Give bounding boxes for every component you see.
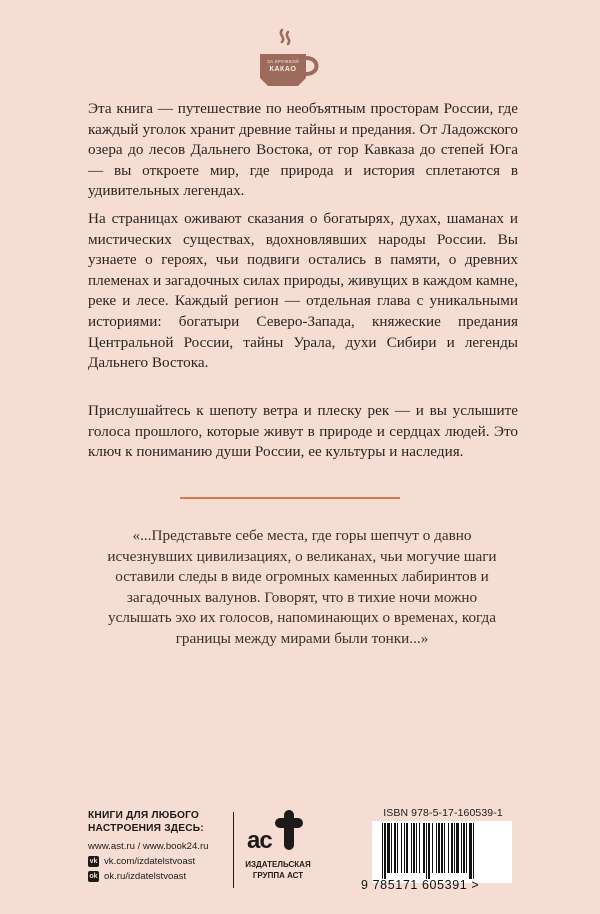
footer-title-line-2: НАСТРОЕНИЯ ЗДЕСЬ: xyxy=(88,823,204,834)
svg-text:ас: ас xyxy=(247,827,272,854)
barcode-bar xyxy=(382,823,383,879)
barcode-digits: 9 785171 605391 > xyxy=(361,878,480,892)
barcode-bar xyxy=(436,823,437,873)
barcode-bar xyxy=(423,823,425,873)
vk-link[interactable] xyxy=(88,854,228,869)
barcode xyxy=(372,821,512,883)
barcode-bar xyxy=(441,823,443,873)
barcode-bar xyxy=(391,823,392,873)
barcode-bar xyxy=(451,823,453,873)
cocoa-cup-icon xyxy=(258,28,324,88)
barcode-bar xyxy=(416,823,417,873)
barcode-bar xyxy=(456,823,459,873)
barcode-bar xyxy=(413,823,415,873)
publisher-caption-line-1: ИЗДАТЕЛЬСКАЯ xyxy=(245,860,311,869)
paragraph-2: На страницах оживают сказания о богатырях, духах, шаманах и мистических существах, вдохновлявших народы России. Вы узнаете о героях, чьи подвиги остались в памяти, о древних племенах и загадочных силах природы, живущих в каждом камне, реке и лесе. Каждый регион — отдельная глава с уникальными историями: богатыри Северо-Запада, княжеские предания Центральной России, тайны Урала, духи Сибири и легенды Дальнего Востока. xyxy=(88,210,518,372)
ok-text: ok.ru/izdatelstvoast xyxy=(104,871,187,882)
series-logo xyxy=(258,28,324,88)
barcode-bar xyxy=(411,823,412,873)
barcode-bar xyxy=(448,823,449,873)
footer-title-line-1: КНИГИ ДЛЯ ЛЮБОГО xyxy=(88,810,200,821)
ok-link[interactable] xyxy=(88,869,228,884)
barcode-bar xyxy=(419,823,420,873)
footer-separator xyxy=(233,812,234,888)
websites-text: www.ast.ru / www.book24.ru xyxy=(88,841,209,852)
barcode-bar xyxy=(473,823,474,879)
paragraph-3: Прислушайтесь к шепоту ветра и плеску рек — и вы услышите голоса прошлого, которые живут в природе и сердцах людей. Это ключ к пониманию души России, ее культуры и наследия. xyxy=(88,402,518,461)
publisher-caption xyxy=(240,860,316,881)
paragraph-1: Эта книга — путешествие по необъятным просторам России, где каждый уголок хранит древние тайны и предания. От Ладожского озера до лесов Дальнего Востока, от гор Кавказа до степей Юга — вы откроете мир, где природа и история сплетаются в удивительных легендах. xyxy=(88,100,518,200)
barcode-bars xyxy=(372,821,512,879)
quote-text: «...Представьте себе места, где горы шепчут о давно исчезнувших цивилизациях, о великанах, чьи могучие шаги оставили следы в виде огромных каменных лабиринтов и загадочных валунов. Говорят, что в тихие ночи можно услышать эхо их голосов, напоминающих о временах, когда границы между мирами были тонки...» xyxy=(107,527,497,647)
barcode-bar xyxy=(432,823,433,873)
barcode-bar xyxy=(401,823,402,873)
barcode-bar xyxy=(426,823,427,879)
barcode-bar xyxy=(397,823,398,873)
barcode-bar xyxy=(406,823,408,873)
barcode-bar xyxy=(438,823,440,873)
barcode-bar xyxy=(454,823,455,873)
odnoklassniki-icon: ok xyxy=(89,873,98,880)
publisher-caption-line-2: ГРУППА АСТ xyxy=(252,870,304,880)
barcode-bar xyxy=(387,823,390,873)
logo-bottom-text: КАКАО xyxy=(269,66,297,73)
barcode-bar xyxy=(384,823,386,879)
footer-links xyxy=(88,809,228,884)
barcode-bar xyxy=(444,823,445,873)
barcode-bar xyxy=(404,823,405,873)
barcode-bar xyxy=(469,823,472,879)
barcode-bar xyxy=(394,823,396,873)
logo-top-text: ЗА КРУЖКОЙ xyxy=(267,59,299,64)
ast-logo-icon xyxy=(243,806,313,866)
websites-link[interactable] xyxy=(88,839,228,854)
barcode-bar xyxy=(428,823,430,879)
vk-icon: vk xyxy=(89,858,98,865)
barcode-bar xyxy=(463,823,465,873)
divider-line xyxy=(180,497,400,499)
isbn-label: ISBN 978-5-17-160539-1 xyxy=(383,807,503,819)
vk-text: vk.com/izdatelstvoast xyxy=(104,856,196,867)
publisher-logo xyxy=(243,806,313,866)
barcode-bar xyxy=(466,823,467,873)
barcode-bar xyxy=(461,823,462,873)
